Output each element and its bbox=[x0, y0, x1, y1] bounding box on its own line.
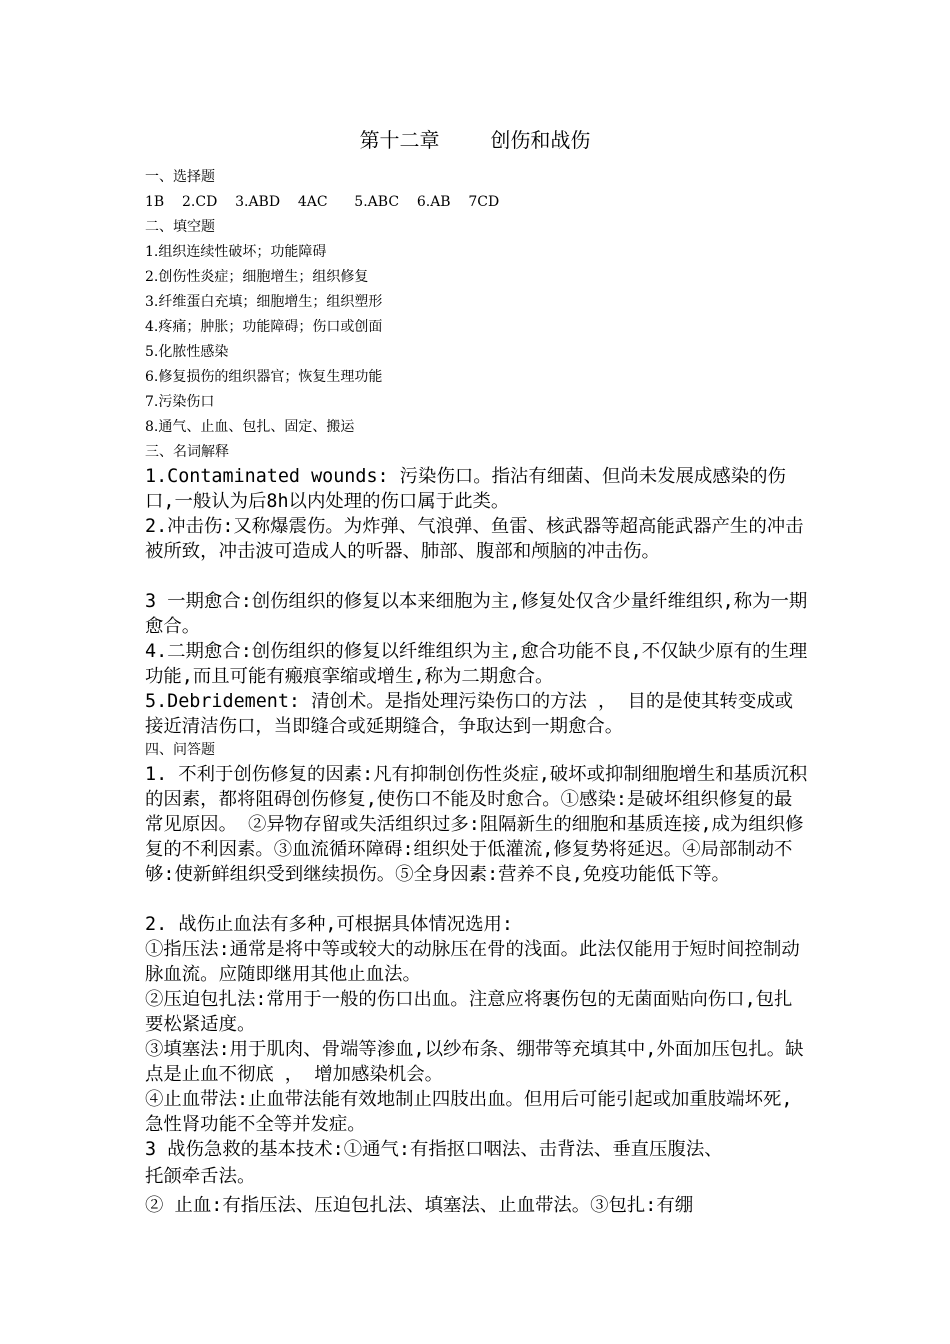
answer-paragraph: 托颌牵舌法。 bbox=[145, 1166, 256, 1187]
fill-item: 3.纤维蛋白充填；细胞增生；组织塑形 bbox=[145, 294, 383, 310]
term-definition: 2.冲击伤:又称爆震伤。为炸弹、气浪弹、鱼雷、核武器等超高能武器产生的冲击被所致，冲击波可造成人的听器、肺部、腹部和颅脑的冲击伤。 bbox=[145, 516, 804, 562]
term-definition: 3 一期愈合:创伤组织的修复以本来细胞为主,修复处仅含少量纤维组织,称为一期愈合。 bbox=[145, 591, 808, 637]
fill-item: 1.组织连续性破坏；功能障碍 bbox=[145, 244, 327, 260]
fill-item: 4.疼痛；肿胀；功能障碍；伤口或创面 bbox=[145, 319, 383, 335]
fill-item: 2.创伤性炎症；细胞增生；组织修复 bbox=[145, 269, 369, 285]
answer-paragraph: 2. 战伤止血法有多种,可根据具体情况选用: bbox=[145, 914, 514, 935]
section1-heading: 一、选择题 bbox=[145, 169, 215, 185]
term-definition: 5.Debridement: 清创术。是指处理污染伤口的方法 ， 目的是使其转变成或接近清洁伤口，当即缝合或延期缝合，争取达到一期愈合。 bbox=[145, 691, 793, 737]
term-definition: 4.二期愈合:创伤组织的修复以纤维组织为主,愈合功能不良,不仅缺少原有的生理功能,而且可能有瘢痕挛缩或增生,称为二期愈合。 bbox=[145, 641, 808, 687]
answer-paragraph: 1. 不利于创伤修复的因素:凡有抑制创伤性炎症,破坏或抑制细胞增生和基质沉积的因素，都将阻碍创伤修复,使伤口不能及时愈合。①感染:是破坏组织修复的最常见原因。 ②异物存留或失活组织过多:阻隔新生的细胞和基质连接,成为组织修复的不利因素。③血流循环障碍:组织处于低灌流,修复势将延迟。④局部制动不够:使新鲜组织受到继续损伤。⑤全身因素:营养不良,免疫功能低下等。 bbox=[145, 764, 808, 885]
answer-paragraph: ①指压法:通常是将中等或较大的动脉压在骨的浅面。此法仅能用于短时间控制动脉血流。应随即继用其他止血法。 bbox=[145, 939, 800, 985]
choice-answers: 1B 2.CD 3.ABD 4AC 5.ABC 6.AB 7CD bbox=[145, 194, 500, 210]
term-definition: 1.Contaminated wounds: 污染伤口。指沾有细菌、但尚未发展成感染的伤口,一般认为后8h以内处理的伤口属于此类。 bbox=[145, 466, 786, 512]
section3-heading: 三、名词解释 bbox=[145, 444, 229, 460]
answer-paragraph: 3 战伤急救的基本技术:①通气:有指抠口咽法、击背法、垂直压腹法、 bbox=[145, 1139, 723, 1160]
answer-paragraph: ④止血带法:止血带法能有效地制止四肢出血。但用后可能引起或加重肢端坏死,急性肾功能不全等并发症。 bbox=[145, 1089, 793, 1135]
fill-item: 8.通气、止血、包扎、固定、搬运 bbox=[145, 419, 355, 435]
answer-paragraph: ② 止血:有指压法、压迫包扎法、填塞法、止血带法。③包扎:有绷 bbox=[145, 1195, 694, 1216]
chapter-title: 第十二章 创伤和战伤 bbox=[359, 128, 591, 152]
section2-heading: 二、填空题 bbox=[145, 219, 215, 235]
answer-paragraph: ③填塞法:用于肌肉、骨端等渗血,以纱布条、绷带等充填其中,外面加压包扎。缺点是止血不彻底 ， 增加感染机会。 bbox=[145, 1039, 804, 1085]
answer-paragraph: ②压迫包扎法:常用于一般的伤口出血。注意应将裹伤包的无菌面贴向伤口,包扎要松紧适度。 bbox=[145, 989, 793, 1035]
section4-heading: 四、问答题 bbox=[145, 742, 215, 758]
fill-item: 7.污染伤口 bbox=[145, 394, 215, 410]
fill-item: 5.化脓性感染 bbox=[145, 344, 229, 360]
fill-item: 6.修复损伤的组织器官；恢复生理功能 bbox=[145, 369, 383, 385]
